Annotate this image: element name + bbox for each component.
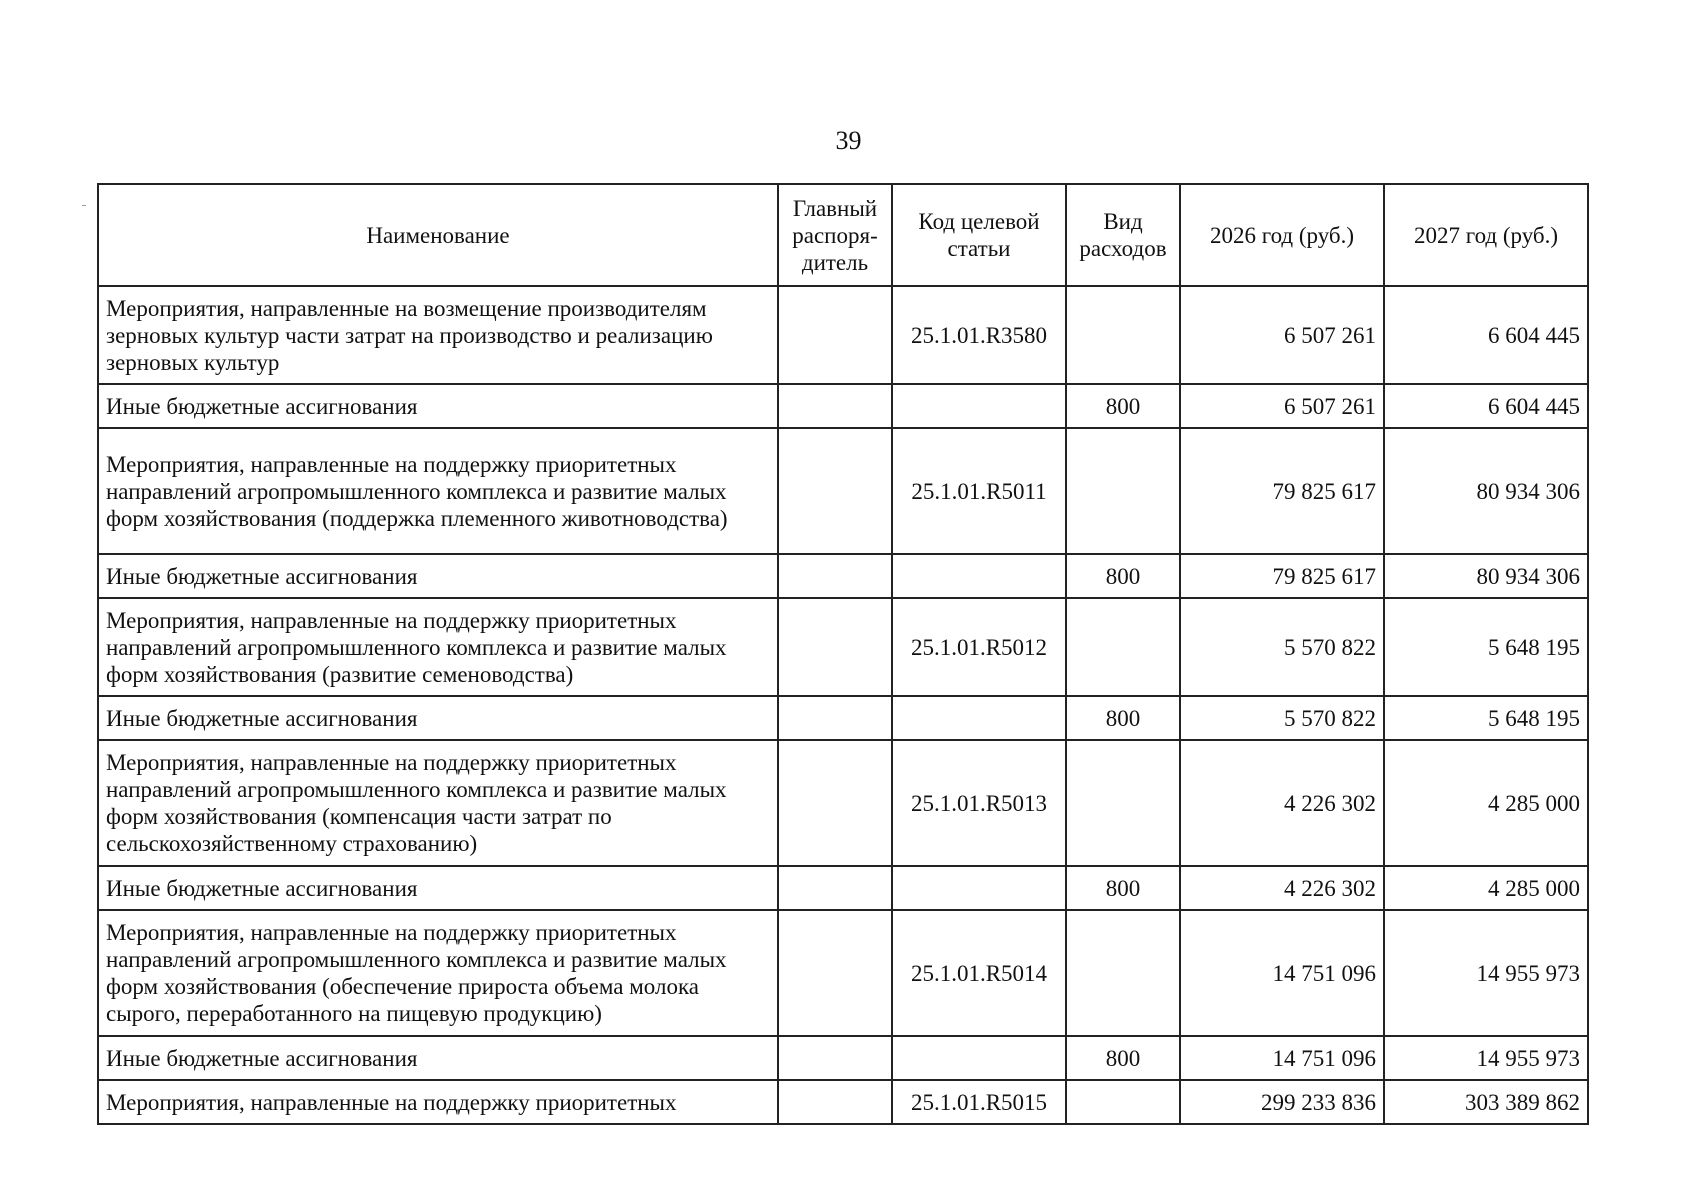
- cell-expense-type: 800: [1066, 554, 1180, 598]
- cell-expense-type: [1066, 598, 1180, 696]
- table-row: [98, 598, 1588, 696]
- cell-name: Мероприятия, направленные на поддержку приоритетных направлений агропромышленного комплекса и развитие малых форм хозяйствования (поддержка племенного животноводства): [98, 428, 778, 554]
- cell-year-2026: 299 233 836: [1180, 1080, 1384, 1124]
- cell-main-manager: [778, 696, 892, 740]
- cell-target-code: [892, 554, 1066, 598]
- cell-year-2027: 14 955 973: [1384, 910, 1588, 1036]
- cell-main-manager: [778, 286, 892, 384]
- cell-year-2026: 6 507 261: [1180, 384, 1384, 428]
- cell-year-2027: 6 604 445: [1384, 286, 1588, 384]
- cell-year-2026: 79 825 617: [1180, 554, 1384, 598]
- table-row: [98, 910, 1588, 1036]
- header-name: Наименование: [98, 184, 778, 286]
- cell-target-code: 25.1.01.R5014: [892, 910, 1066, 1036]
- cell-year-2026: 6 507 261: [1180, 286, 1384, 384]
- table-row: [98, 286, 1588, 384]
- cell-year-2026: 4 226 302: [1180, 866, 1384, 910]
- cell-name: Иные бюджетные ассигнования: [98, 696, 778, 740]
- cell-year-2027: 14 955 973: [1384, 1036, 1588, 1080]
- cell-target-code: [892, 696, 1066, 740]
- cell-main-manager: [778, 910, 892, 1036]
- cell-main-manager: [778, 1080, 892, 1124]
- header-year-2026: 2026 год (руб.): [1180, 184, 1384, 286]
- cell-name: Иные бюджетные ассигнования: [98, 866, 778, 910]
- cell-year-2026: 14 751 096: [1180, 910, 1384, 1036]
- cell-year-2027: 6 604 445: [1384, 384, 1588, 428]
- cell-name: Иные бюджетные ассигнования: [98, 1036, 778, 1080]
- cell-name: Мероприятия, направленные на поддержку приоритетных: [98, 1080, 778, 1124]
- cell-expense-type: [1066, 740, 1180, 866]
- table-row: [98, 428, 1588, 554]
- cell-target-code: 25.1.01.R3580: [892, 286, 1066, 384]
- table-body: [98, 286, 1588, 1124]
- cell-main-manager: [778, 866, 892, 910]
- cell-main-manager: [778, 428, 892, 554]
- cell-year-2026: 5 570 822: [1180, 598, 1384, 696]
- page-number: 39: [835, 126, 862, 155]
- cell-name: Мероприятия, направленные на поддержку приоритетных направлений агропромышленного комплекса и развитие малых форм хозяйствования (развитие семеноводства): [98, 598, 778, 696]
- cell-target-code: 25.1.01.R5012: [892, 598, 1066, 696]
- cell-year-2027: 5 648 195: [1384, 696, 1588, 740]
- cell-name: Мероприятия, направленные на поддержку приоритетных направлений агропромышленного комплекса и развитие малых форм хозяйствования (обеспечение прироста объема молока сырого, переработанного на пищевую продукцию): [98, 910, 778, 1036]
- cell-year-2026: 5 570 822: [1180, 696, 1384, 740]
- cell-main-manager: [778, 384, 892, 428]
- header-main-manager: Главный распоря-дитель: [778, 184, 892, 286]
- header-expense-type: Вид расходов: [1066, 184, 1180, 286]
- cell-year-2027: 4 285 000: [1384, 866, 1588, 910]
- cell-name: Иные бюджетные ассигнования: [98, 554, 778, 598]
- cell-year-2027: 5 648 195: [1384, 598, 1588, 696]
- cell-expense-type: 800: [1066, 384, 1180, 428]
- cell-year-2027: 80 934 306: [1384, 554, 1588, 598]
- cell-main-manager: [778, 1036, 892, 1080]
- cell-target-code: 25.1.01.R5013: [892, 740, 1066, 866]
- header-target-code: Код целевой статьи: [892, 184, 1066, 286]
- cell-year-2027: 303 389 862: [1384, 1080, 1588, 1124]
- cell-year-2026: 79 825 617: [1180, 428, 1384, 554]
- table-row: [98, 1036, 1588, 1080]
- table-row: [98, 1080, 1588, 1124]
- table-row: [98, 384, 1588, 428]
- header-year-2027: 2027 год (руб.): [1384, 184, 1588, 286]
- table-row: [98, 554, 1588, 598]
- cell-expense-type: [1066, 428, 1180, 554]
- cell-target-code: 25.1.01.R5015: [892, 1080, 1066, 1124]
- table-row: [98, 696, 1588, 740]
- cell-main-manager: [778, 598, 892, 696]
- cell-year-2027: 80 934 306: [1384, 428, 1588, 554]
- cell-name: Мероприятия, направленные на поддержку приоритетных направлений агропромышленного комплекса и развитие малых форм хозяйствования (компенсация части затрат по сельскохозяйственному страхованию): [98, 740, 778, 866]
- cell-name: Иные бюджетные ассигнования: [98, 384, 778, 428]
- budget-table: [97, 183, 1589, 1125]
- cell-year-2026: 4 226 302: [1180, 740, 1384, 866]
- cell-target-code: [892, 384, 1066, 428]
- cell-expense-type: [1066, 286, 1180, 384]
- cell-main-manager: [778, 554, 892, 598]
- cell-target-code: 25.1.01.R5011: [892, 428, 1066, 554]
- cell-target-code: [892, 866, 1066, 910]
- cell-expense-type: [1066, 1080, 1180, 1124]
- cell-name: Мероприятия, направленные на возмещение производителям зерновых культур части затрат на производство и реализацию зерновых культур: [98, 286, 778, 384]
- cell-year-2027: 4 285 000: [1384, 740, 1588, 866]
- cell-main-manager: [778, 740, 892, 866]
- cell-expense-type: [1066, 910, 1180, 1036]
- table-row: [98, 740, 1588, 866]
- table-row: [98, 866, 1588, 910]
- cell-target-code: [892, 1036, 1066, 1080]
- table-header-row: [98, 184, 1588, 286]
- cell-expense-type: 800: [1066, 1036, 1180, 1080]
- cell-expense-type: 800: [1066, 696, 1180, 740]
- margin-mark: [82, 205, 86, 206]
- cell-year-2026: 14 751 096: [1180, 1036, 1384, 1080]
- cell-expense-type: 800: [1066, 866, 1180, 910]
